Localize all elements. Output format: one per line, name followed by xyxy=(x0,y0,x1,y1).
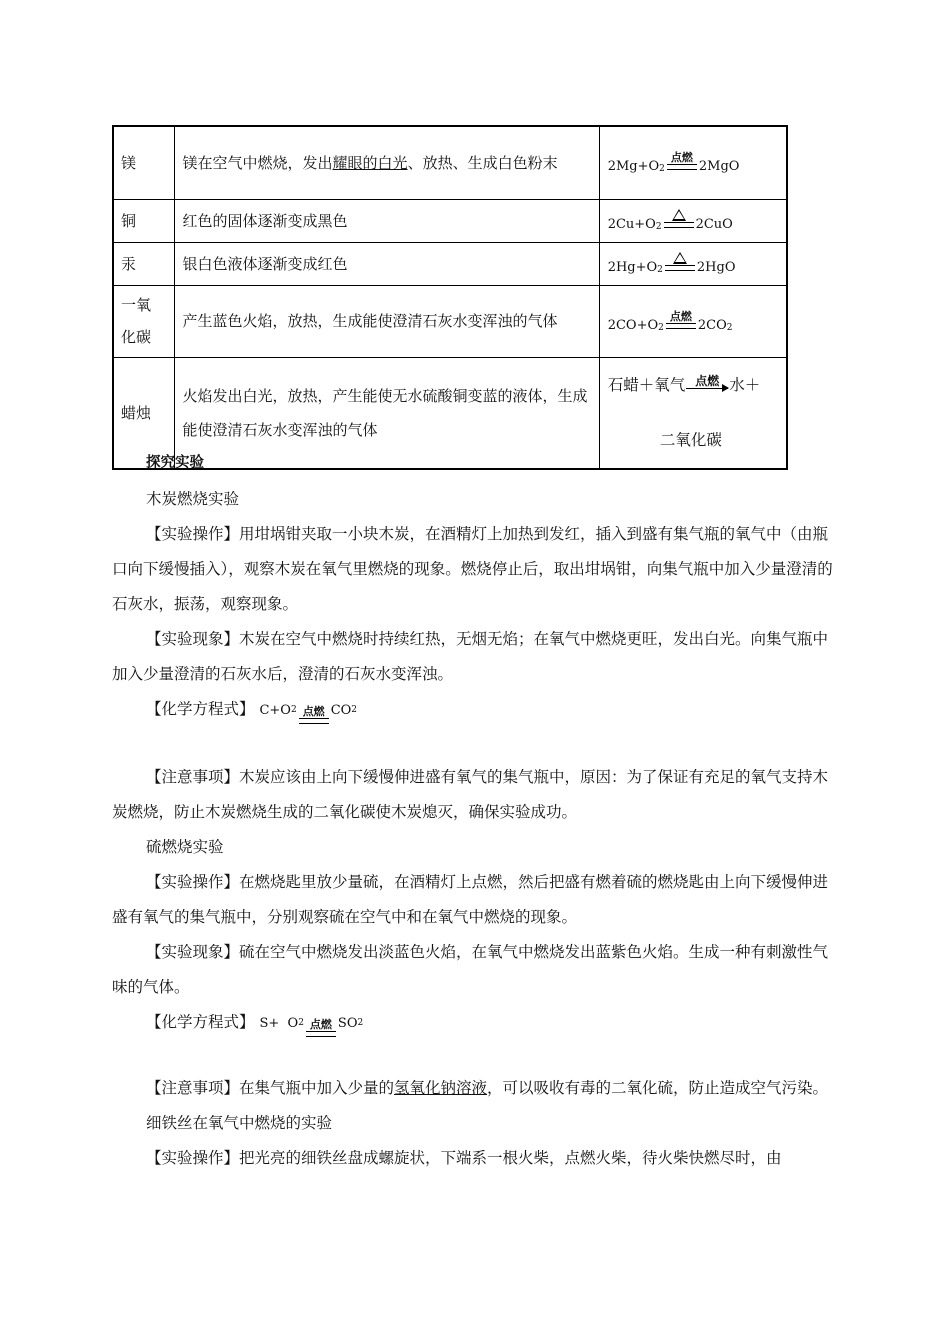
heat-triangle-icon xyxy=(673,252,687,264)
products: SO xyxy=(337,1016,358,1031)
label: 【实验现象】 xyxy=(146,630,240,648)
reaction-arrow xyxy=(686,374,728,395)
reaction-table xyxy=(112,125,788,470)
label: 【注意事项】 xyxy=(146,768,240,786)
label: 【化学方程式】 xyxy=(146,700,255,718)
paragraph-text: 把光亮的细铁丝盘成螺旋状，下端系一根火柴，点燃火柴，待火柴快燃尽时，由 xyxy=(239,1149,782,1167)
element-cell xyxy=(113,199,174,242)
table-row xyxy=(113,199,787,242)
equation-cell xyxy=(599,126,787,199)
paragraph-text: ，可以吸收有毒的二氧化硫，防止造成空气污染。 xyxy=(487,1079,829,1097)
paragraph-text: 木炭在空气中燃烧时持续红热，无烟无焰；在氧气中燃烧更旺，发出白光。向集气瓶中加入少量澄清的石灰水后，澄清的石灰水变浑浊。 xyxy=(112,630,829,683)
element-cell xyxy=(113,126,174,199)
element-name: 汞 xyxy=(121,254,137,273)
description-text: 红色的固体逐渐变成黑色 xyxy=(182,211,348,230)
reactants: 2Cu+O xyxy=(607,217,656,232)
description-text: 产生蓝色火焰，放热，生成能使澄清石灰水变浑浊的气体 xyxy=(182,312,558,330)
experiment-title: 细铁丝在氧气中燃烧的实验 xyxy=(146,1114,333,1132)
element-cell xyxy=(113,242,174,285)
subscript: 2 xyxy=(726,322,733,333)
condition-label: 点燃 xyxy=(309,1018,332,1031)
reactants: S+ O xyxy=(259,1016,299,1031)
label: 【实验操作】 xyxy=(146,873,240,891)
chemical-equation xyxy=(608,310,733,333)
double-line xyxy=(667,164,697,170)
reaction-condition xyxy=(306,1018,336,1041)
products: 水＋ xyxy=(729,375,761,394)
equation-paragraph xyxy=(112,692,836,748)
paragraph xyxy=(112,622,836,692)
element-name: 化碳 xyxy=(121,328,152,346)
subscript: 2 xyxy=(658,322,664,333)
table-row xyxy=(113,242,787,285)
paragraph xyxy=(78,865,836,935)
label: 【注意事项】 xyxy=(146,1079,240,1097)
table-row xyxy=(113,126,787,199)
description-cell xyxy=(174,285,599,357)
reactants: 2Mg+O xyxy=(607,159,660,175)
element-name: 蜡烛 xyxy=(121,403,152,422)
description-cell xyxy=(174,199,599,242)
label: 【化学方程式】 xyxy=(146,1013,255,1031)
paragraph-text: 硫在空气中燃烧发出淡蓝色火焰，在氧气中燃烧发出蓝紫色火焰。生成一种有刺激性气味的气体。 xyxy=(112,943,829,996)
equation-cell xyxy=(599,242,787,285)
double-line xyxy=(306,1031,336,1037)
paragraph xyxy=(112,1071,836,1106)
equation-cell xyxy=(599,285,787,357)
reactants: 2Hg+O xyxy=(607,260,658,275)
underlined-text: 氢氧化钠溶液 xyxy=(394,1079,488,1097)
label: 【实验操作】 xyxy=(146,525,240,543)
element-name: 铜 xyxy=(121,211,137,230)
products: 2HgO xyxy=(696,260,736,275)
double-line xyxy=(665,265,695,271)
reaction-condition xyxy=(666,310,696,333)
chemical-equation xyxy=(259,1006,363,1041)
reaction-condition xyxy=(299,705,329,728)
condition-label: 点燃 xyxy=(669,309,692,323)
description-text: 镁在空气中燃烧，发出 xyxy=(182,153,333,172)
element-name: 一氧 xyxy=(121,296,152,314)
description-cell xyxy=(174,126,599,199)
paragraph xyxy=(112,517,836,622)
chemical-equation xyxy=(608,209,733,232)
reaction-condition xyxy=(667,151,697,174)
element-cell xyxy=(113,285,174,357)
subscript: 2 xyxy=(298,1018,304,1028)
condition-label: 点燃 xyxy=(670,151,693,165)
description-text: 火焰发出白光，放热，产生能使无水硫酸铜变蓝的液体，生成能使澄清石灰水变浑浊的气体 xyxy=(182,386,588,439)
products: 2MgO xyxy=(698,159,740,175)
paragraph-text: 在燃烧匙里放少量硫，在酒精灯上点燃，然后把盛有燃着硫的燃烧匙由上向下缓慢伸进盛有氧气的集气瓶中，分别观察硫在空气中和在氧气中燃烧的现象。 xyxy=(112,873,829,926)
reactants: C+O xyxy=(259,703,291,718)
label: 【实验现象】 xyxy=(146,943,240,961)
description-cell xyxy=(174,242,599,285)
products: 二氧化碳 xyxy=(659,430,722,449)
paragraph xyxy=(112,1141,836,1176)
double-line xyxy=(664,222,694,228)
condition-label: 点燃 xyxy=(302,705,325,718)
chemical-equation xyxy=(608,151,740,174)
word-equation xyxy=(608,374,761,395)
description-text: 银白色液体逐渐变成红色 xyxy=(182,254,348,273)
table-row xyxy=(113,285,787,357)
equation-paragraph xyxy=(112,1005,836,1061)
subscript: 2 xyxy=(357,1018,364,1028)
subscript: 2 xyxy=(655,222,662,232)
paragraph-text: 木炭应该由上向下缓慢伸进盛有氧气的集气瓶中，原因：为了保证有充足的氧气支持木炭燃烧，防止木炭燃烧生成的二氧化碳使木炭熄灭，确保实验成功。 xyxy=(112,768,829,821)
section-title: 探究实验 xyxy=(146,455,204,471)
chemical-equation xyxy=(608,252,736,275)
subscript: 2 xyxy=(657,265,663,275)
products: 2CO xyxy=(697,317,727,333)
subscript: 2 xyxy=(351,705,358,715)
subscript: 2 xyxy=(290,705,297,715)
element-name: 镁 xyxy=(121,153,137,172)
reaction-condition xyxy=(665,252,695,275)
reactants: 石蜡＋氧气 xyxy=(607,375,686,394)
underlined-text: 耀眼的白光 xyxy=(332,153,408,172)
heat-triangle-icon xyxy=(672,209,686,221)
paragraph-text: 在集气瓶中加入少量的 xyxy=(239,1079,395,1097)
body-text xyxy=(112,446,836,1176)
double-line xyxy=(299,718,329,724)
paragraph xyxy=(112,935,836,1005)
subscript: 2 xyxy=(659,164,665,175)
experiment-title: 硫燃烧实验 xyxy=(146,838,224,856)
chemical-equation xyxy=(259,693,357,728)
paragraph xyxy=(112,760,836,830)
equation-cell xyxy=(599,199,787,242)
condition-label: 点燃 xyxy=(695,373,720,388)
description-text: 、放热、生成白色粉末 xyxy=(407,153,558,172)
products: CO xyxy=(330,703,352,718)
reaction-condition xyxy=(664,209,694,232)
double-line xyxy=(666,323,696,329)
paragraph-text: 用坩埚钳夹取一小块木炭，在酒精灯上加热到发红，插入到盛有集气瓶的氧气中（由瓶口向下缓慢插入），观察木炭在氧气里燃烧的现象。燃烧停止后，取出坩埚钳，向集气瓶中加入少量澄清的石灰水，振荡，观察现象。 xyxy=(112,525,833,613)
arrow-icon xyxy=(686,388,728,389)
reactants: 2CO+O xyxy=(607,317,659,333)
label: 【实验操作】 xyxy=(146,1149,240,1167)
experiment-title: 木炭燃烧实验 xyxy=(146,490,240,508)
products: 2CuO xyxy=(695,217,733,232)
